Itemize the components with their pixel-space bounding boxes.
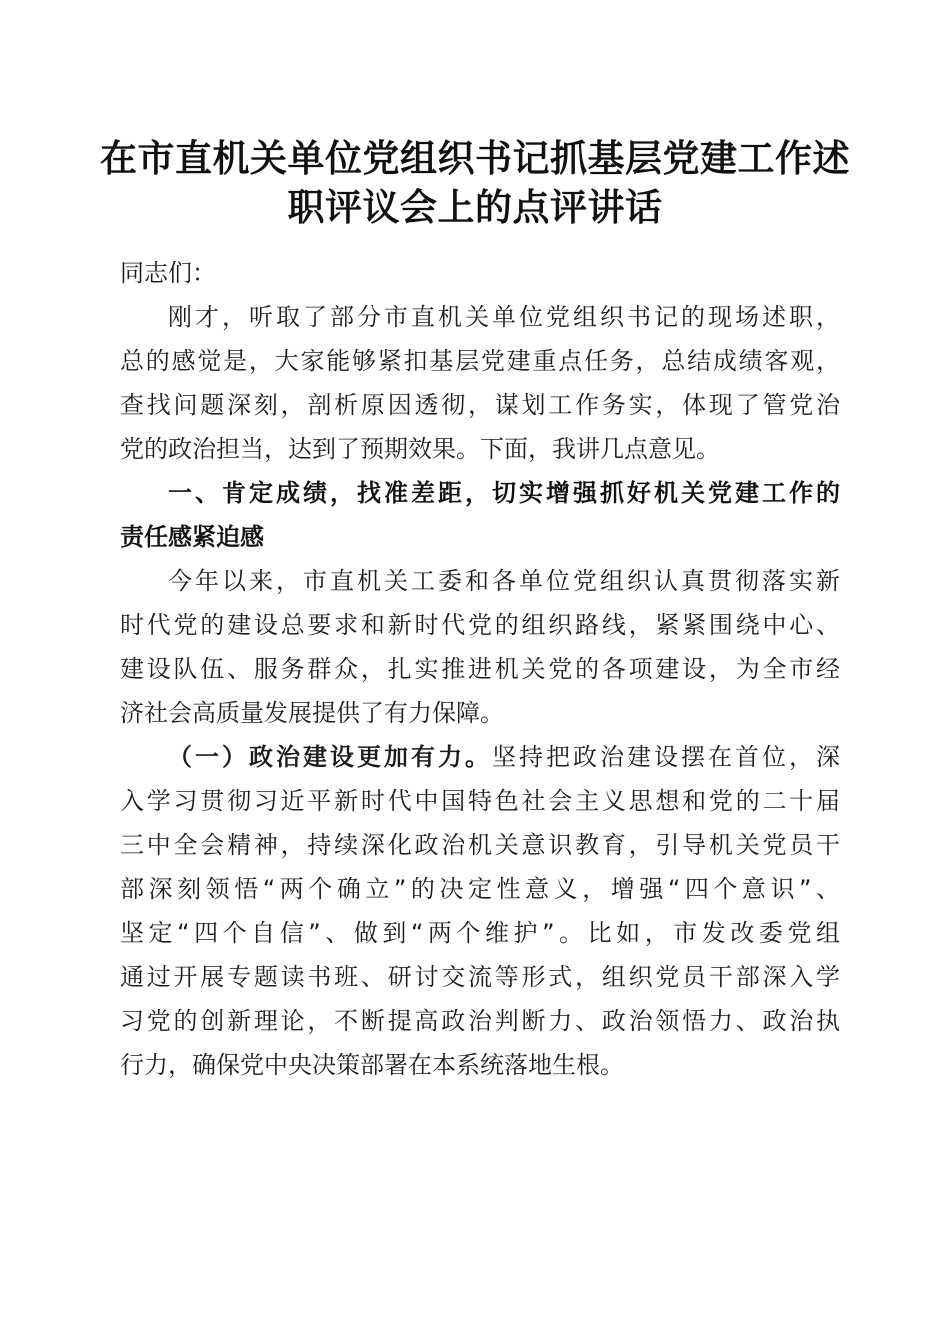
section-paragraph-line: 济社会高质量发展提供了有力保障。 bbox=[120, 699, 504, 727]
subsection-paragraph-line: 通过开展专题读书班、研讨交流等形式，组织党员干部深入学 bbox=[120, 963, 840, 991]
subsection-paragraph-line: 坚定“四个自信”、做到“两个维护”。比如，市发改委党组 bbox=[120, 919, 840, 947]
section-paragraph-line: 建设队伍、服务群众，扎实推进机关党的各项建设，为全市经 bbox=[120, 655, 840, 683]
subsection-paragraph-line: 行力，确保党中央决策部署在本系统落地生根。 bbox=[120, 1051, 624, 1079]
section-paragraph-line: 时代党的建设总要求和新时代党的组织路线，紧紧围绕中心、 bbox=[120, 611, 840, 639]
subsection-heading: （一）政治建设更加有力。 bbox=[168, 743, 492, 771]
intro-paragraph-line: 刚才，听取了部分市直机关单位党组织书记的现场述职， bbox=[168, 303, 840, 331]
intro-paragraph-line: 查找问题深刻，剖析原因透彻，谋划工作务实，体现了管党治 bbox=[120, 391, 840, 419]
section-heading-line: 一、肯定成绩，找准差距，切实增强抓好机关党建工作的 bbox=[168, 479, 840, 507]
section-paragraph-line: 今年以来，市直机关工委和各单位党组织认真贯彻落实新 bbox=[168, 567, 840, 595]
document-title bbox=[100, 134, 850, 232]
section-heading-line: 责任感紧迫感 bbox=[120, 523, 264, 551]
subsection-paragraph-line: 入学习贯彻习近平新时代中国特色社会主义思想和党的二十届 bbox=[120, 787, 840, 815]
subsection-paragraph-line: 三中全会精神，持续深化政治机关意识教育，引导机关党员干 bbox=[120, 831, 840, 859]
salutation: 同志们： bbox=[120, 259, 216, 287]
title-line: 在市直机关单位党组织书记抓基层党建工作述 bbox=[100, 136, 850, 180]
subsection-paragraph-line: 部深刻领悟“两个确立”的决定性意义，增强“四个意识”、 bbox=[120, 875, 840, 903]
intro-paragraph-line: 总的感觉是，大家能够紧扣基层党建重点任务，总结成绩客观， bbox=[120, 347, 840, 375]
title-line: 职评议会上的点评讲话 bbox=[287, 185, 663, 229]
intro-paragraph-line: 党的政治担当，达到了预期效果。下面，我讲几点意见。 bbox=[120, 435, 720, 463]
document-body bbox=[120, 251, 840, 1087]
subsection-first-line-text: 坚持把政治建设摆在首位，深 bbox=[492, 743, 840, 771]
subsection-first-line bbox=[120, 735, 840, 779]
subsection-paragraph-line: 习党的创新理论，不断提高政治判断力、政治领悟力、政治执 bbox=[120, 1007, 840, 1035]
